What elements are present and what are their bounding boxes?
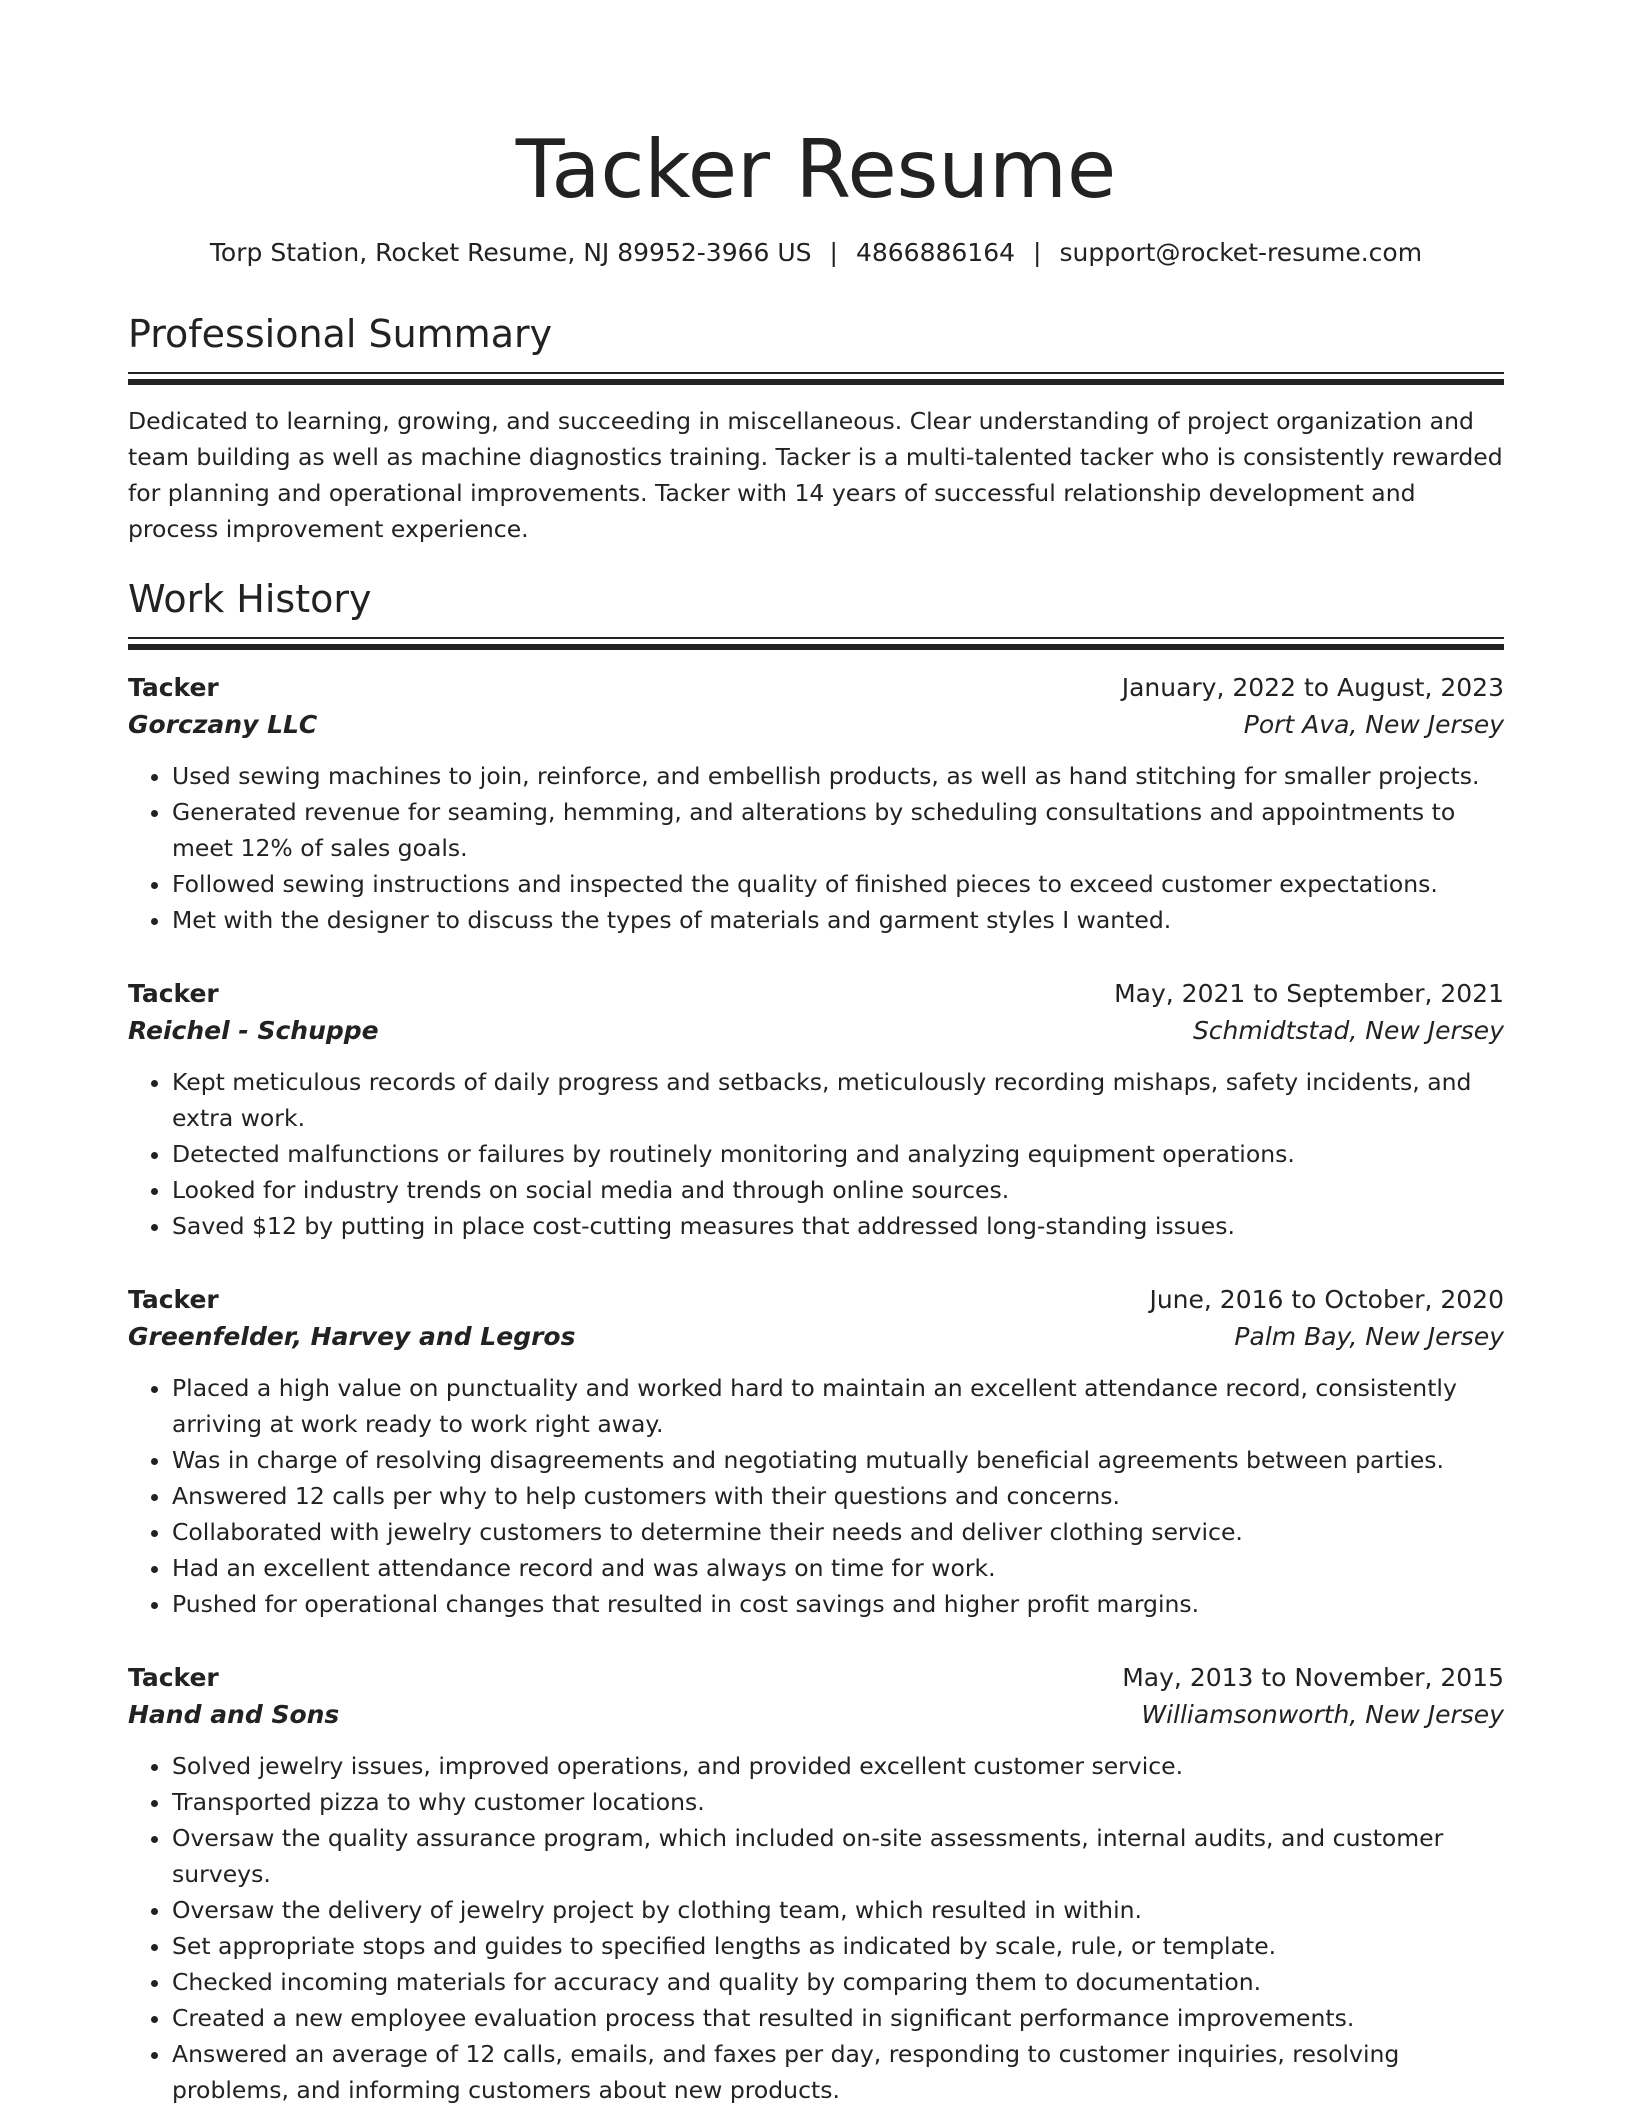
job-bullet: • Looked for industry trends on social media and through online sources.	[172, 1172, 1504, 1208]
job-entry	[128, 670, 1504, 938]
contact-address: Torp Station, Rocket Resume, NJ 89952-3966 US	[209, 238, 812, 267]
job-header-row	[128, 670, 1504, 706]
job-employer-row	[128, 706, 1504, 744]
job-bullet: • Answered an average of 12 calls, emails, and faxes per day, responding to customer inquiries, resolving problems, and informing customers about new products.	[172, 2036, 1504, 2108]
job-title: Tacker	[128, 1285, 219, 1314]
job-dates: May, 2013 to November, 2015	[1122, 1663, 1504, 1692]
job-header-row	[128, 1660, 1504, 1696]
contact-separator: |	[829, 238, 838, 267]
work-history-heading: Work History	[128, 577, 372, 621]
job-title: Tacker	[128, 673, 219, 702]
job-dates: May, 2021 to September, 2021	[1114, 979, 1504, 1008]
job-location: Williamsonworth, New Jersey	[1141, 1700, 1504, 1729]
job-title: Tacker	[128, 979, 219, 1008]
job-bullet: • Oversaw the quality assurance program, which included on-site assessments, internal audits, and customer surveys.	[172, 1820, 1504, 1892]
job-location: Port Ava, New Jersey	[1243, 710, 1504, 739]
section-divider-thick	[128, 644, 1504, 650]
job-bullet: • Met with the designer to discuss the types of materials and garment styles I wanted.	[172, 902, 1504, 938]
job-title: Tacker	[128, 1663, 219, 1692]
job-bullet: • Had an excellent attendance record and was always on time for work.	[172, 1550, 1504, 1586]
resume-name: Tacker Resume	[515, 123, 1117, 216]
contact-phone: 4866886164	[855, 238, 1016, 267]
job-location: Schmidtstad, New Jersey	[1192, 1016, 1504, 1045]
section-divider-thick	[128, 379, 1504, 385]
job-dates: January, 2022 to August, 2023	[1121, 673, 1504, 702]
section-divider-thin	[128, 372, 1504, 374]
job-location: Palm Bay, New Jersey	[1234, 1322, 1504, 1351]
resume-page	[128, 0, 1504, 2108]
job-bullet: • Created a new employee evaluation process that resulted in significant performance improvements.	[172, 2000, 1504, 2036]
summary-text: Dedicated to learning, growing, and succeeding in miscellaneous. Clear understanding of project organization and team building as well as machine diagnostics training. Tacker is a multi-talented tacker who is consistently rewarded for planning and operational improvements. Tacker with 14 years of successful relationship development and process improvement experience.	[128, 407, 1503, 543]
job-bullet: • Generated revenue for seaming, hemming, and alterations by scheduling consultations and appointments to meet 12% of sales goals.	[172, 794, 1504, 866]
job-bullet-list	[128, 1370, 1504, 1622]
job-bullet: • Set appropriate stops and guides to specified lengths as indicated by scale, rule, or template.	[172, 1928, 1504, 1964]
job-bullet: • Saved $12 by putting in place cost-cutting measures that addressed long-standing issues.	[172, 1208, 1504, 1244]
section-divider-thin	[128, 637, 1504, 639]
job-employer-row	[128, 1696, 1504, 1734]
job-bullet: • Used sewing machines to join, reinforce, and embellish products, as well as hand stitching for smaller projects.	[172, 758, 1504, 794]
job-employer-row	[128, 1318, 1504, 1356]
job-bullet: • Pushed for operational changes that resulted in cost savings and higher profit margins.	[172, 1586, 1504, 1622]
job-bullet: • Placed a high value on punctuality and worked hard to maintain an excellent attendance record, consistently arriving at work ready to work right away.	[172, 1370, 1504, 1442]
job-bullet: • Solved jewelry issues, improved operations, and provided excellent customer service.	[172, 1748, 1504, 1784]
job-list	[128, 670, 1504, 2108]
job-company: Greenfelder, Harvey and Legros	[128, 1322, 576, 1351]
job-entry	[128, 976, 1504, 1244]
job-employer-row	[128, 1012, 1504, 1050]
job-bullet: • Kept meticulous records of daily progress and setbacks, meticulously recording mishaps, safety incidents, and extra work.	[172, 1064, 1504, 1136]
job-bullet-list	[128, 1064, 1504, 1244]
job-header-row	[128, 976, 1504, 1012]
job-bullet: • Checked incoming materials for accuracy and quality by comparing them to documentation.	[172, 1964, 1504, 2000]
job-bullet-list	[128, 758, 1504, 938]
job-bullet: • Was in charge of resolving disagreements and negotiating mutually beneficial agreements between parties.	[172, 1442, 1504, 1478]
job-entry	[128, 1282, 1504, 1622]
job-bullet: • Answered 12 calls per why to help customers with their questions and concerns.	[172, 1478, 1504, 1514]
job-bullet: • Transported pizza to why customer locations.	[172, 1784, 1504, 1820]
job-company: Gorczany LLC	[128, 710, 318, 739]
job-bullet: • Collaborated with jewelry customers to determine their needs and deliver clothing service.	[172, 1514, 1504, 1550]
contact-separator: |	[1033, 238, 1042, 267]
job-header-row	[128, 1282, 1504, 1318]
job-dates: June, 2016 to October, 2020	[1149, 1285, 1504, 1314]
job-bullet: • Oversaw the delivery of jewelry project by clothing team, which resulted in within.	[172, 1892, 1504, 1928]
contact-line	[128, 236, 1504, 270]
job-entry	[128, 1660, 1504, 2108]
job-bullet: • Followed sewing instructions and inspected the quality of finished pieces to exceed customer expectations.	[172, 866, 1504, 902]
job-company: Reichel - Schuppe	[128, 1016, 379, 1045]
job-bullet: • Detected malfunctions or failures by routinely monitoring and analyzing equipment operations.	[172, 1136, 1504, 1172]
job-company: Hand and Sons	[128, 1700, 340, 1729]
contact-email: support@rocket-resume.com	[1059, 238, 1423, 267]
job-bullet-list	[128, 1748, 1504, 2108]
summary-heading: Professional Summary	[128, 312, 553, 356]
